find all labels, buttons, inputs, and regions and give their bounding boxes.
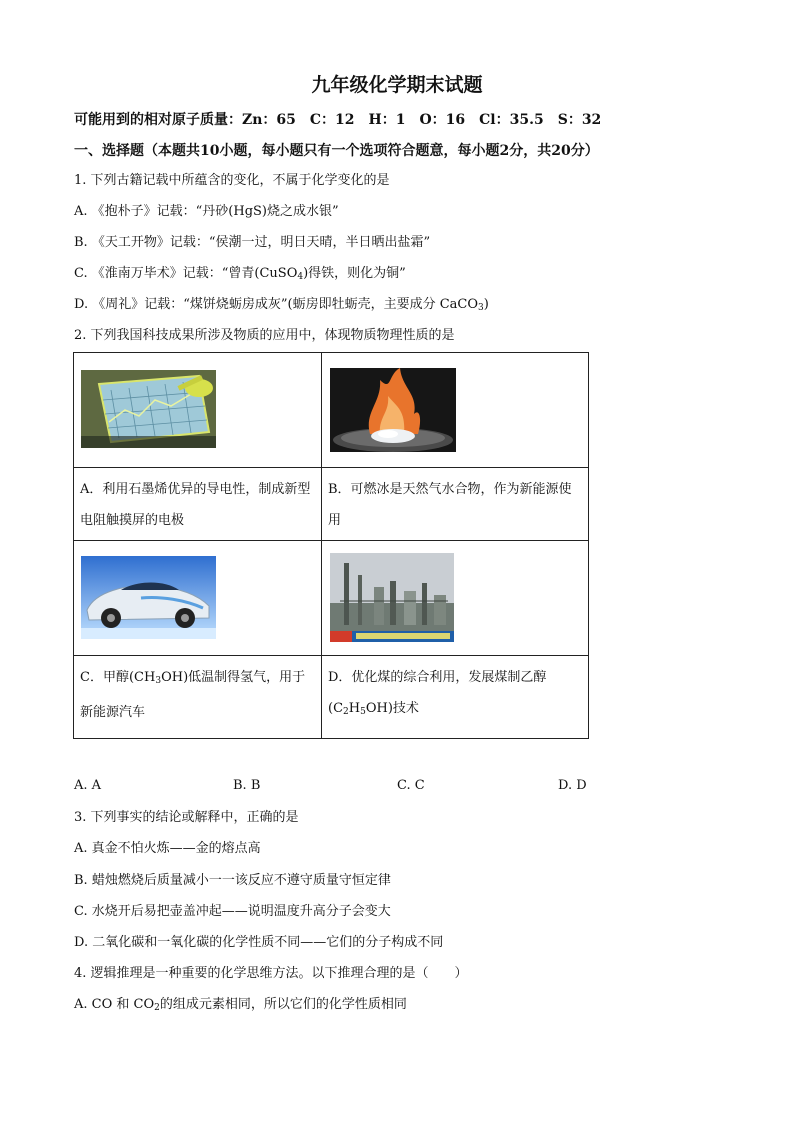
q3-option-b: B. 蜡烛燃烧后质量减小一一该反应不遵守质量守恒定律: [74, 873, 391, 888]
cell-c-image: [74, 541, 322, 656]
q1-option-a: A. 《抱朴子》记载：“丹砂(HgS)烧之成水银”: [74, 204, 339, 219]
q2-option-b: B. B: [233, 778, 261, 793]
q1-stem: 1. 下列古籍记载中所蕴含的变化，不属于化学变化的是: [74, 173, 390, 188]
cell-b-image: [322, 353, 589, 468]
hydrogen-car-image: [81, 556, 216, 639]
q2-option-a: A. A: [74, 778, 102, 793]
page-title: 九年级化学期末试题: [311, 74, 483, 96]
q3-option-c: C. 水烧开后易把壶盖冲起——说明温度升高分子会变大: [74, 904, 391, 919]
cell-a-image: [74, 353, 322, 468]
section-heading: 一、选择题（本题共10小题，每小题只有一个选项符合题意，每小题2分，共20分）: [74, 143, 599, 159]
coal-ethanol-plant-image: [330, 553, 454, 642]
cell-c-text: C．甲醇$(CH_3OH)$低温制得氢气，用于新能源汽车: [74, 656, 322, 739]
graphene-touchscreen-image: [81, 370, 216, 448]
q2-options-table: [73, 352, 589, 739]
cell-a-text: A．利用石墨烯优异的导电性，制成新型电阻触摸屏的电极: [74, 468, 322, 541]
cell-d-text: D．优化煤的综合利用，发展煤制乙醇$(C_2H_5OH)$技术: [322, 656, 589, 739]
q3-option-a: A. 真金不怕火炼——金的熔点高: [74, 841, 261, 856]
cell-b-text: B．可燃冰是天然气水合物，作为新能源使用: [322, 468, 589, 541]
atomic-masses: 可能用到的相对原子质量：Zn：65 C：12 H：1 O：16 Cl：35.5 S：32: [74, 112, 602, 128]
q2-stem: 2. 下列我国科技成果所涉及物质的应用中，体现物质物理性质的是: [74, 328, 455, 343]
burning-ice-image: [330, 368, 456, 452]
q2-option-c: C. C: [397, 778, 425, 793]
q2-option-d: D. D: [558, 778, 587, 793]
q1-option-d: D. 《周礼》记载：“煤饼烧蛎房成灰”(蛎房即牡蛎壳，主要成分 CaCO$_3$): [74, 297, 489, 313]
q3-option-d: D. 二氧化碳和一氧化碳的化学性质不同——它们的分子构成不同: [74, 935, 444, 950]
q4-option-a: A. CO 和 $CO_2$的组成元素相同，所以它们的化学性质相同: [74, 997, 407, 1013]
q1-option-b: B. 《天工开物》记载：“侯潮一过，明日天晴，半日晒出盐霜”: [74, 235, 431, 250]
q4-stem: 4. 逻辑推理是一种重要的化学思维方法。以下推理合理的是（ ）: [74, 966, 468, 981]
q3-stem: 3. 下列事实的结论或解释中，正确的是: [74, 810, 299, 825]
q1-option-c: C. 《淮南万毕术》记载：“曾青(CuSO$_4$)得铁，则化为铜”: [74, 266, 406, 282]
cell-d-image: [322, 541, 589, 656]
